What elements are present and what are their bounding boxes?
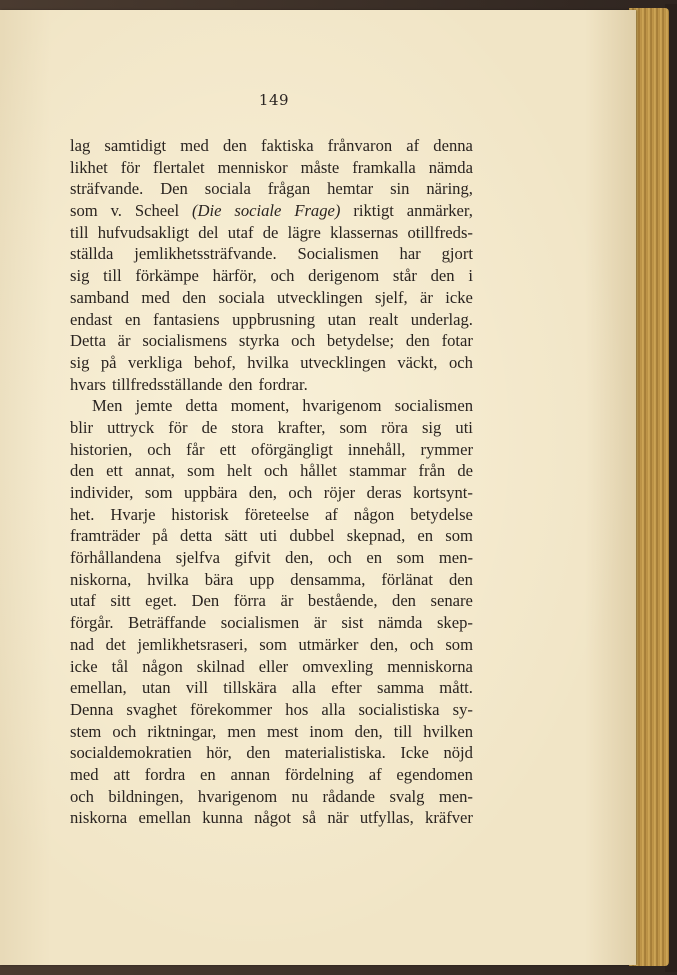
word: sy- (452, 699, 473, 719)
word: som (144, 483, 173, 502)
word: jemlikhetssträfvande. (134, 244, 277, 264)
word: något (254, 808, 291, 828)
word: med (141, 287, 170, 307)
word: de (201, 417, 218, 437)
text-line (70, 200, 473, 222)
word: upp (249, 569, 275, 589)
word: den (448, 569, 473, 589)
word: sin (390, 179, 410, 199)
word: utmärker (298, 634, 359, 654)
word: annan (230, 764, 271, 784)
word: alla (292, 678, 316, 698)
word: bestående, (307, 591, 378, 611)
word: till (103, 266, 122, 286)
word: sitt (110, 591, 131, 611)
word: (Die (192, 201, 222, 221)
word: men- (438, 786, 473, 806)
word: derigenom (308, 266, 380, 286)
text-line (70, 677, 473, 699)
word: som (339, 417, 368, 437)
word: menniskor (217, 157, 288, 177)
word: betydelse (410, 504, 473, 524)
word: socialistiska (358, 699, 440, 719)
word: att (113, 764, 130, 784)
word: för (120, 157, 141, 177)
text-line (70, 417, 473, 439)
word: får (186, 439, 205, 459)
word: lägre (287, 222, 321, 242)
word: hvarigenom (302, 396, 382, 416)
word: och (264, 461, 288, 481)
word: är (280, 591, 294, 611)
word: otillfreds- (407, 222, 473, 242)
text-line (70, 265, 473, 287)
word: som (445, 634, 473, 654)
word: den, (370, 634, 399, 654)
text-line (70, 395, 473, 417)
word: samband (70, 287, 129, 307)
word: het. (70, 504, 95, 524)
word: för (168, 417, 188, 437)
word: kräfver (425, 808, 473, 828)
word: till (393, 721, 413, 741)
word: senare (430, 591, 473, 611)
word: det (105, 634, 126, 654)
word: Frage) (294, 201, 341, 221)
word: någon (353, 504, 395, 524)
word: af (406, 136, 420, 155)
word: den, (285, 548, 314, 568)
word: sträfvande. (70, 179, 144, 199)
word: företeelse (244, 504, 310, 524)
word: skep- (436, 613, 473, 633)
word: röjer (323, 483, 356, 502)
word: skepnad, (346, 526, 406, 546)
word: niskorna (70, 808, 128, 828)
word: nämda (428, 157, 473, 177)
word: den (392, 591, 416, 611)
word: utvecklingen (300, 352, 386, 372)
word: och (291, 331, 316, 351)
word: bära (204, 569, 234, 589)
word: sätt (224, 526, 248, 546)
word: en (417, 526, 434, 546)
word: Socialismen (297, 244, 379, 264)
word: niskorna, (70, 569, 132, 589)
word: och (112, 721, 137, 741)
text-line (70, 157, 473, 179)
word: förgår. (70, 613, 114, 633)
word: står (392, 266, 417, 286)
page-number: 149 (258, 91, 290, 109)
word: fordrar. (258, 374, 308, 394)
word: Denna (70, 699, 114, 719)
word: faktiska (261, 136, 314, 155)
word: hållet (300, 461, 337, 481)
word: oförgängligt (251, 439, 333, 459)
word: omvexling (302, 656, 374, 676)
word: detta (180, 526, 213, 546)
word: tillfredsställande (111, 374, 223, 394)
word: realt (368, 309, 399, 329)
word: nu (291, 786, 309, 806)
word: annat, (134, 461, 175, 481)
word: den (405, 331, 430, 351)
word: utfyllas, (359, 808, 414, 828)
word: blir (70, 417, 94, 437)
text-line (70, 569, 473, 591)
text-line (70, 374, 473, 396)
word: förkämpe (135, 266, 199, 286)
word: näring, (426, 179, 473, 199)
word: utvecklingen (276, 287, 363, 307)
word: den (246, 743, 271, 763)
text-line (70, 656, 473, 678)
word: på (100, 352, 117, 372)
word: sjelf, (374, 287, 408, 307)
word: alla (321, 699, 346, 719)
text-line (70, 439, 473, 461)
word: den, (248, 483, 277, 502)
word: individer, (70, 483, 134, 502)
word: hvilken (423, 721, 473, 741)
word: nad (70, 634, 94, 654)
word: någon (142, 656, 183, 676)
text-line (70, 786, 473, 808)
word: förra (233, 591, 266, 611)
word: socialismen (220, 613, 300, 633)
word: af (368, 764, 382, 784)
word: skilnad (196, 656, 245, 676)
word: en (200, 764, 216, 784)
word: den (430, 266, 455, 286)
word: frånvaron (327, 136, 393, 155)
word: hemtar (327, 179, 374, 199)
word: gifvit (234, 548, 271, 568)
word: rymmer (420, 439, 473, 459)
word: som (259, 634, 287, 654)
word: ställda (70, 244, 114, 264)
word: härför, (212, 266, 257, 286)
word: moment, (230, 396, 290, 416)
word: framkalla (352, 157, 416, 177)
word: klassernas (330, 222, 399, 242)
book-page (0, 10, 636, 965)
word: gjort (441, 244, 473, 264)
word: nöjd (443, 743, 473, 763)
word: i (468, 266, 473, 286)
word: ett (106, 461, 123, 481)
text-line (70, 590, 473, 612)
word: och (147, 439, 172, 459)
word: svaghet (126, 699, 178, 719)
word: en (366, 548, 383, 568)
text-line (70, 309, 473, 331)
word: den (222, 136, 247, 155)
word: den (182, 287, 207, 307)
word: likhet (70, 157, 108, 177)
word: utaf (227, 222, 254, 242)
word: bildningen, (108, 786, 184, 806)
word: hvilka (147, 569, 189, 589)
word: förlänat (381, 569, 433, 589)
word: måste (300, 157, 340, 177)
word: emellan, (70, 678, 127, 698)
text-line (70, 330, 473, 352)
word: riktigt (353, 201, 394, 221)
word: fordra (144, 764, 186, 784)
word: vill (185, 678, 208, 698)
word: den (70, 461, 94, 481)
word: sist (341, 613, 364, 633)
word: stora (231, 417, 264, 437)
word: socialismens (142, 331, 228, 351)
text-line (70, 721, 473, 743)
word: jemlikhetsraseri, (137, 634, 248, 654)
word: frågan (267, 179, 311, 199)
text-line (70, 547, 473, 569)
word: förekommer (190, 699, 273, 719)
text-line (70, 482, 473, 504)
word: efter (331, 678, 362, 698)
text-line (70, 525, 473, 547)
body-text (70, 135, 473, 829)
word: är (420, 287, 433, 307)
word: men- (438, 548, 473, 568)
word: styrka (238, 331, 280, 351)
word: men (227, 721, 256, 741)
word: ett (219, 439, 237, 459)
text-line (70, 460, 473, 482)
word: utan (141, 678, 171, 698)
word: den (228, 374, 253, 394)
word: till (70, 222, 89, 242)
word: krafter, (277, 417, 326, 437)
word: framträder (70, 526, 141, 546)
word: inom (309, 721, 344, 741)
word: endast (70, 309, 113, 329)
word: underlag. (410, 309, 473, 329)
word: fördelning (284, 764, 354, 784)
text-line (70, 612, 473, 634)
text-line (70, 504, 473, 526)
text-line (70, 634, 473, 656)
word: deras (366, 483, 402, 502)
word: har (399, 244, 421, 264)
word: väckt, (397, 352, 438, 372)
word: kortsynt- (413, 483, 473, 502)
word: på (152, 526, 168, 546)
word: menniskorna (387, 656, 473, 676)
word: del (198, 222, 219, 242)
word: svalg (389, 786, 425, 806)
word: eget. (145, 591, 177, 611)
word: kunna (202, 808, 243, 828)
word: lag (70, 136, 91, 155)
word: sig (70, 266, 90, 286)
word: egendomen (396, 764, 473, 784)
word: hvilka (247, 352, 289, 372)
word: uttryck (107, 417, 155, 437)
word: emellan (138, 808, 191, 828)
word: rådande (322, 786, 376, 806)
word: och (270, 266, 295, 286)
word: uti (455, 417, 473, 437)
word: sociala (204, 179, 251, 199)
word: v. (110, 201, 122, 221)
word: och (448, 352, 473, 372)
word: röra (381, 417, 408, 437)
word: icke (445, 287, 473, 307)
word: riktningar, (147, 721, 217, 741)
text-line (70, 352, 473, 374)
word: materialistiska. (284, 743, 386, 763)
word: som (445, 526, 473, 546)
word: flertalet (153, 157, 205, 177)
word: stem (70, 721, 102, 741)
text-line (70, 178, 473, 200)
word: fantasiens (153, 309, 220, 329)
word: Den (160, 179, 188, 199)
text-line (70, 222, 473, 244)
word: uti (259, 526, 278, 546)
word: förhållandena (70, 548, 162, 568)
word: från (418, 461, 446, 481)
word: samma (376, 678, 424, 698)
word: och (327, 548, 352, 568)
word: utaf (70, 591, 96, 611)
word: och (288, 483, 313, 502)
text-line (70, 742, 473, 764)
text-line (70, 699, 473, 721)
text-line (70, 243, 473, 265)
word: uppbära (183, 483, 238, 502)
word: detta (185, 396, 218, 416)
word: af (324, 504, 338, 524)
word: hvarigenom (197, 786, 278, 806)
word: historisk (171, 504, 229, 524)
word: dubbel (289, 526, 335, 546)
word: och (409, 634, 434, 654)
word: samtidigt (104, 136, 167, 155)
word: de (457, 461, 473, 481)
word: som (396, 548, 425, 568)
word: historien, (70, 439, 133, 459)
word: och (70, 786, 94, 806)
word: fotar (441, 331, 473, 351)
word: som (70, 201, 98, 221)
word: betydelse; (326, 331, 395, 351)
word: behof, (193, 352, 236, 372)
word: jemte (135, 396, 173, 416)
word: sociala (218, 287, 265, 307)
word: mått. (439, 678, 473, 698)
word: hos (285, 699, 309, 719)
word: med (70, 764, 99, 784)
text-line (70, 287, 473, 309)
text-line (70, 764, 473, 786)
word: socialismen (394, 396, 473, 416)
word: socialdemokratien (70, 743, 192, 763)
word: uppbrusning (232, 309, 316, 329)
text-line (70, 807, 473, 829)
word: hvars (70, 374, 106, 394)
word: som (187, 461, 215, 481)
word: är (117, 331, 131, 351)
word: sociale (234, 201, 282, 221)
word: hufvudsakligt (97, 222, 189, 242)
word: med (180, 136, 209, 155)
word: Hvarje (110, 504, 156, 524)
word: Scheel (134, 201, 180, 221)
word: så (302, 808, 317, 828)
word: de (262, 222, 279, 242)
word: innehåll, (347, 439, 406, 459)
text-line (70, 135, 473, 157)
word: stammar (349, 461, 407, 481)
word: när (327, 808, 349, 828)
word: Den (191, 591, 220, 611)
word: mest (267, 721, 299, 741)
word: Beträffande (128, 613, 207, 633)
word: utan (327, 309, 357, 329)
word: hör, (206, 743, 232, 763)
word: den, (354, 721, 383, 741)
word: denna (433, 136, 473, 155)
word: icke (70, 656, 98, 676)
word: eller (258, 656, 289, 676)
word: sig (70, 352, 90, 372)
word: en (124, 309, 141, 329)
word: anmärker, (406, 201, 473, 221)
word: sjelfva (175, 548, 221, 568)
word: sig (421, 417, 442, 437)
word: Detta (70, 331, 106, 351)
word: tillskära (223, 678, 277, 698)
word: densamma, (290, 569, 366, 589)
word: nämda (378, 613, 423, 633)
word: helt (226, 461, 252, 481)
word: verkliga (127, 352, 183, 372)
word: Men (92, 396, 123, 416)
word: Icke (400, 743, 429, 763)
word: tål (111, 656, 129, 676)
word: är (313, 613, 327, 633)
